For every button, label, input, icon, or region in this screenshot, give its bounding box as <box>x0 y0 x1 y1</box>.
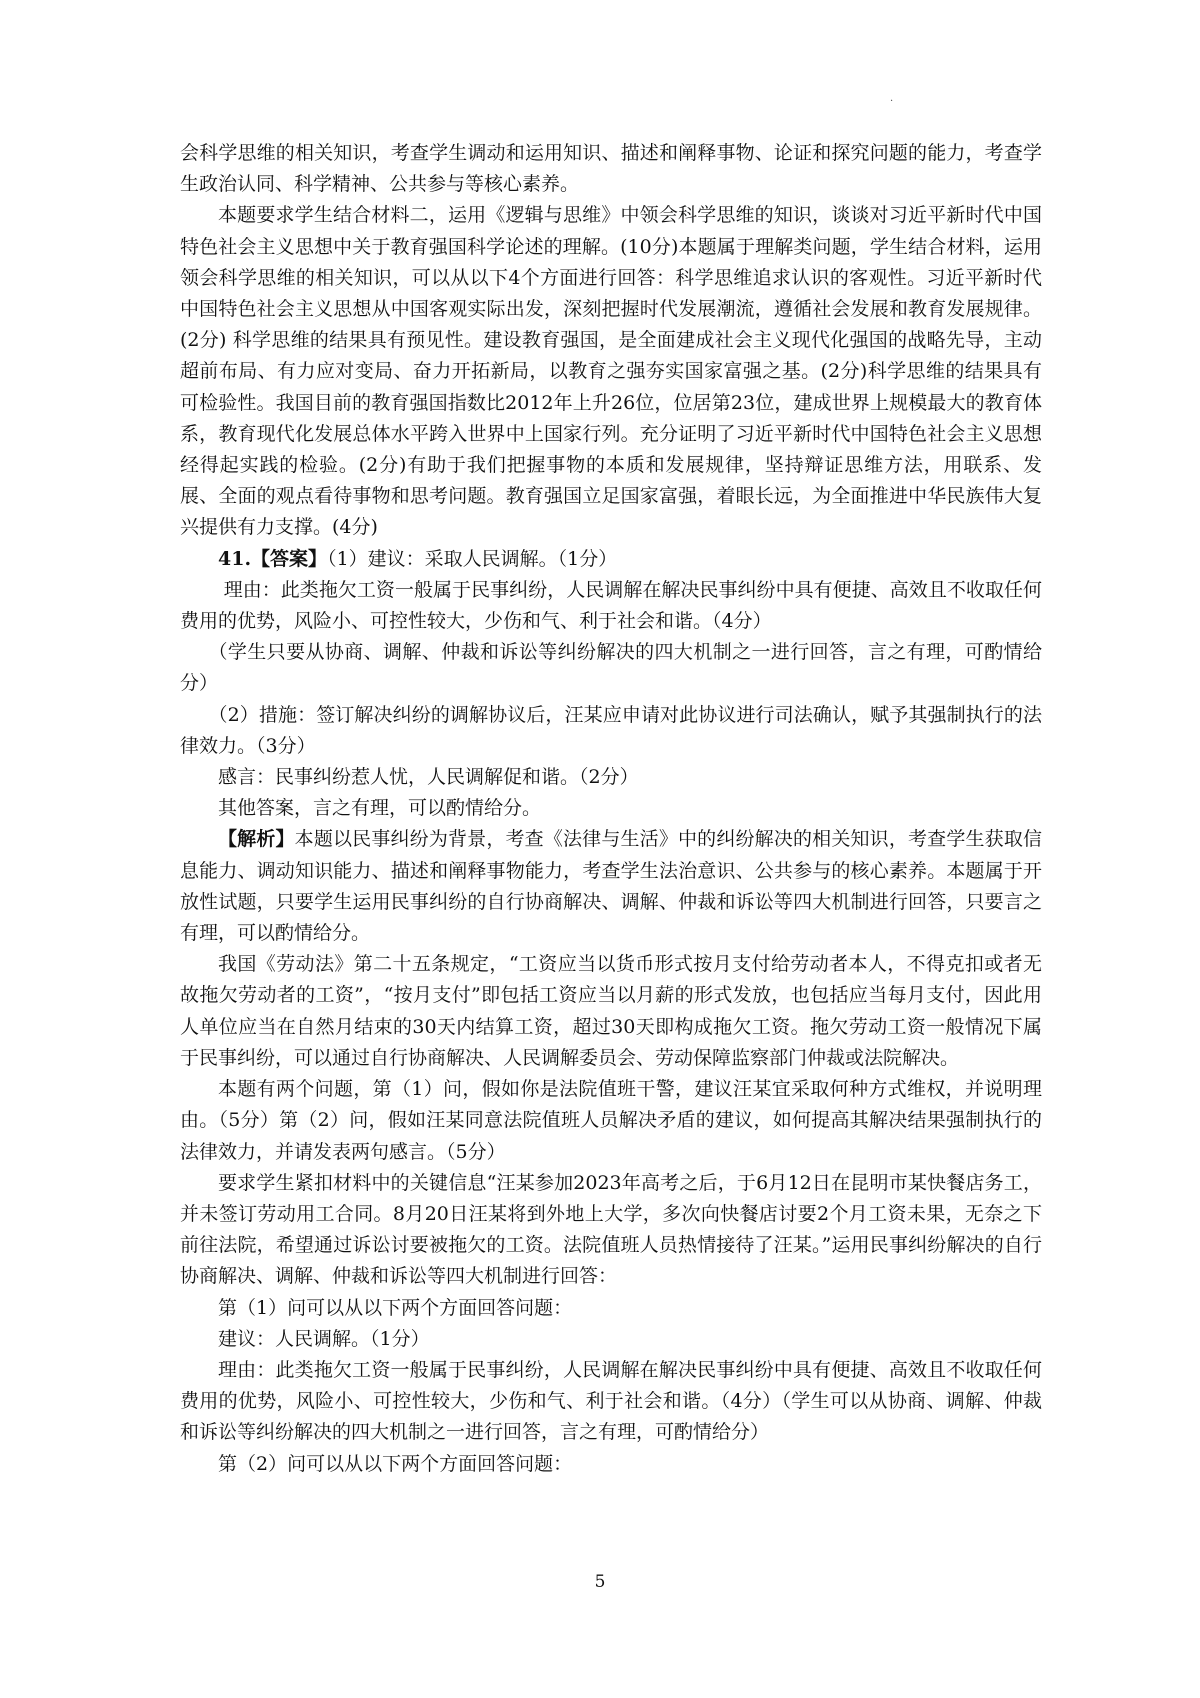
paragraph-2: 本题要求学生结合材料二，运用《逻辑与思维》中领会科学思维的知识，谈谈对习近平新时代中国特色社会主义思想中关于教育强国科学论述的理解。(10分)本题属于理解类问题，学生结合材料，运用领会科学思维的相关知识，可以从以下4个方面进行回答：科学思维追求认识的客观性。习近平新时代中国特色社会主义思想从中国客观实际出发，深刻把握时代发展潮流，遵循社会发展和教育发展规律。(2分) 科学思维的结果具有预见性。建设教育强国，是全面建成社会主义现代化强国的战略先导，主动超前布局、有力应对变局、奋力开拓新局，以教育之强夯实国家富强之基。(2分)科学思维的结果具有可检验性。我国目前的教育强国指数比2012年上升26位，位居第23位，建成世界上规模最大的教育体系，教育现代化发展总体水平跨入世界中上国家行列。充分证明了习近平新时代中国特色社会主义思想经得起实践的检验。(2分)有助于我们把握事物的本质和发展规律，坚持辩证思维方法，用联系、发展、全面的观点看待事物和思考问题。教育强国立足国家富强，着眼长远，为全面推进中华民族伟大复兴提供有力支撑。(4分) <box>180 204 1042 539</box>
page-number: 5 <box>594 1572 606 1592</box>
q1-intro: 第（1）问可以从以下两个方面回答问题： <box>218 1296 573 1319</box>
labor-law-paragraph: 我国《劳动法》第二十五条规定，“工资应当以货币形式按月支付给劳动者本人，不得克扣或者无故拖欠劳动者的工资”，“按月支付”即包括工资应当以月薪的形式发放，也包括应当每月支付，因此用人单位应当在自然月结束的30天内结算工资，超过30天即构成拖欠工资。拖欠劳动工资一般情况下属于民事纠纷，可以通过自行协商解决、人民调解委员会、劳动保障监察部门仲裁或法院解决。 <box>180 953 1042 1069</box>
answer-41-note: （学生只要从协商、调解、仲裁和诉讼等纠纷解决的四大机制之一进行回答，言之有理，可酌情给分） <box>180 641 1042 695</box>
q2-intro: 第（2）问可以从以下两个方面回答问题： <box>218 1452 573 1475</box>
analysis-text: 本题以民事纠纷为背景，考查《法律与生活》中的纠纷解决的相关知识，考查学生获取信息能力、调动知识能力、描述和阐释事物能力，考查学生法治意识、公共参与的核心素养。本题属于开放性试题，只要学生运用民事纠纷的自行协商解决、调解、仲裁和诉讼等四大机制进行回答，只要言之有理，可以酌情给分。 <box>180 828 1042 945</box>
answer-41-remark: 感言：民事纠纷惹人忧，人民调解促和谐。（2分） <box>218 766 639 789</box>
answer-label: 41.【答案】 <box>218 547 328 570</box>
answer-41-other: 其他答案，言之有理，可以酌情给分。 <box>218 797 542 820</box>
answer-41-measure: （2）措施：签订解决纠纷的调解协议后，汪某应申请对此协议进行司法确认，赋予其强制执行的法律效力。（3分） <box>180 703 1042 757</box>
answer-41-reason: 理由：此类拖欠工资一般属于民事纠纷，人民调解在解决民事纠纷中具有便捷、高效且不收取任何费用的优势，风险小、可控性较大，少伤和气、利于社会和谐。（4分） <box>180 578 1042 633</box>
document-body <box>180 138 1042 1480</box>
answer-41-suggestion: （1）建议：采取人民调解。（1分） <box>327 547 618 570</box>
analysis-label: 【解析】 <box>218 828 295 851</box>
header-mark: · <box>890 96 894 107</box>
key-info-paragraph: 要求学生紧扣材料中的关键信息“汪某参加2023年高考之后，于6月12日在昆明市某快餐店务工，并未签订劳动用工合同。8月20日汪某将到外地上大学，多次向快餐店讨要2个月工资未果，无奈之下前往法院，希望通过诉讼讨要被拖欠的工资。法院值班人员热情接待了汪某。”运用民事纠纷解决的自行协商解决、调解、仲裁和诉讼等四大机制进行回答： <box>180 1171 1042 1288</box>
analysis-paragraph <box>180 824 1042 949</box>
paragraph-1: 会科学思维的相关知识，考查学生调动和运用知识、描述和阐释事物、论证和探究问题的能力，考查学生政治认同、科学精神、公共参与等核心素养。 <box>180 142 1042 196</box>
q1-suggestion: 建议：人民调解。（1分） <box>218 1327 430 1350</box>
answer-41-heading <box>180 544 1042 575</box>
q1-reason: 理由：此类拖欠工资一般属于民事纠纷，人民调解在解决民事纠纷中具有便捷、高效且不收取任何费用的优势，风险小、可控性较大，少伤和气、利于社会和谐。（4分）（学生可以从协商、调解、仲裁和诉讼等纠纷解决的四大机制之一进行回答，言之有理，可酌情给分） <box>180 1358 1042 1444</box>
two-questions-paragraph: 本题有两个问题，第（1）问，假如你是法院值班干警，建议汪某宜采取何种方式维权，并说明理由。（5分）第（2）问，假如汪某同意法院值班人员解决矛盾的建议，如何提高其解决结果强制执行的法律效力，并请发表两句感言。（5分） <box>180 1078 1042 1163</box>
